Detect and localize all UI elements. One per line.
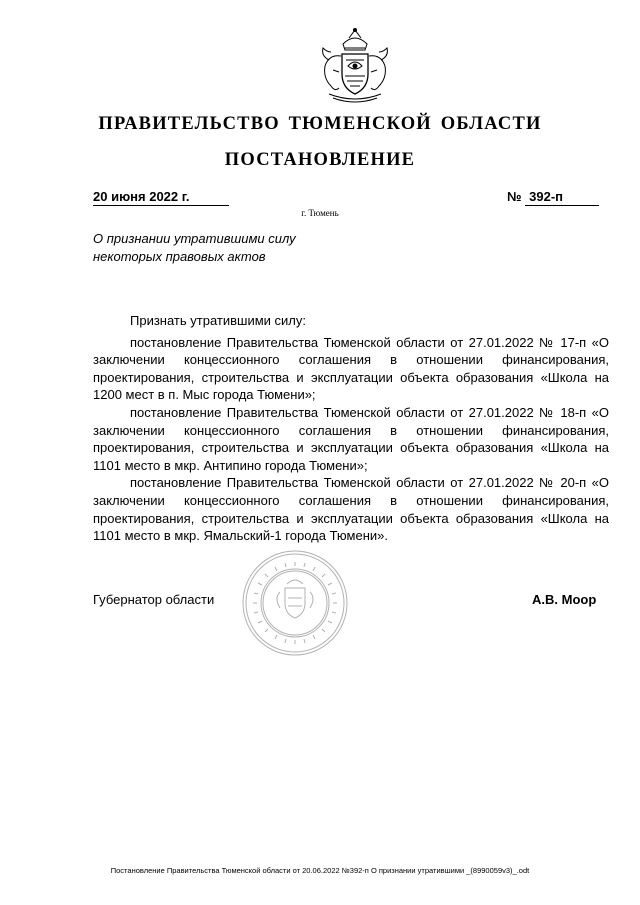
subject-line-1: О признании утратившими силу <box>93 231 296 246</box>
coat-of-arms-icon <box>315 26 395 106</box>
document-number <box>507 188 604 205</box>
document-subject <box>93 230 296 266</box>
body-item: постановление Правительства Тюменской области от 27.01.2022 № 17-п «О заключении концессионного соглашения в отношении финансирования, проектирования, строительства и эксплуатации объекта образования «Школа на 1200 мест в п. Мыс города Тюмени»; <box>93 334 609 403</box>
body-item: постановление Правительства Тюменской области от 27.01.2022 № 18-п «О заключении концессионного соглашения в отношении финансирования, проектирования, строительства и эксплуатации объекта образования «Школа на 1101 место в мкр. Антипино города Тюмени»; <box>93 404 609 473</box>
document-type-title: ПОСТАНОВЛЕНИЕ <box>224 150 416 170</box>
government-title: ПРАВИТЕЛЬСТВО ТЮМЕНСКОЙ ОБЛАСТИ <box>98 114 542 134</box>
subject-line-2: некоторых правовых актов <box>93 249 266 264</box>
body-item: постановление Правительства Тюменской области от 27.01.2022 № 20-п «О заключении концессионного соглашения в отношении финансирования, проектирования, строительства и эксплуатации объекта образования «Школа на 1101 место в мкр. Ямальский-1 города Тюмени». <box>93 475 609 544</box>
document-body <box>93 312 609 545</box>
official-seal-icon <box>240 548 350 658</box>
document-date: 20 июня 2022 г. <box>93 188 229 206</box>
number-value: 392-п <box>525 188 599 206</box>
city-label: г. Тюмень <box>301 208 339 218</box>
number-prefix: № <box>507 189 522 204</box>
signatory-name: А.В. Моор <box>532 592 597 607</box>
signatory-title: Губернатор области <box>93 592 215 607</box>
body-intro: Признать утратившими силу: <box>130 313 306 328</box>
document-footer: Постановление Правительства Тюменской области от 20.06.2022 №392-п О признании утратившими _(8990059v3)_.odt <box>110 866 530 875</box>
